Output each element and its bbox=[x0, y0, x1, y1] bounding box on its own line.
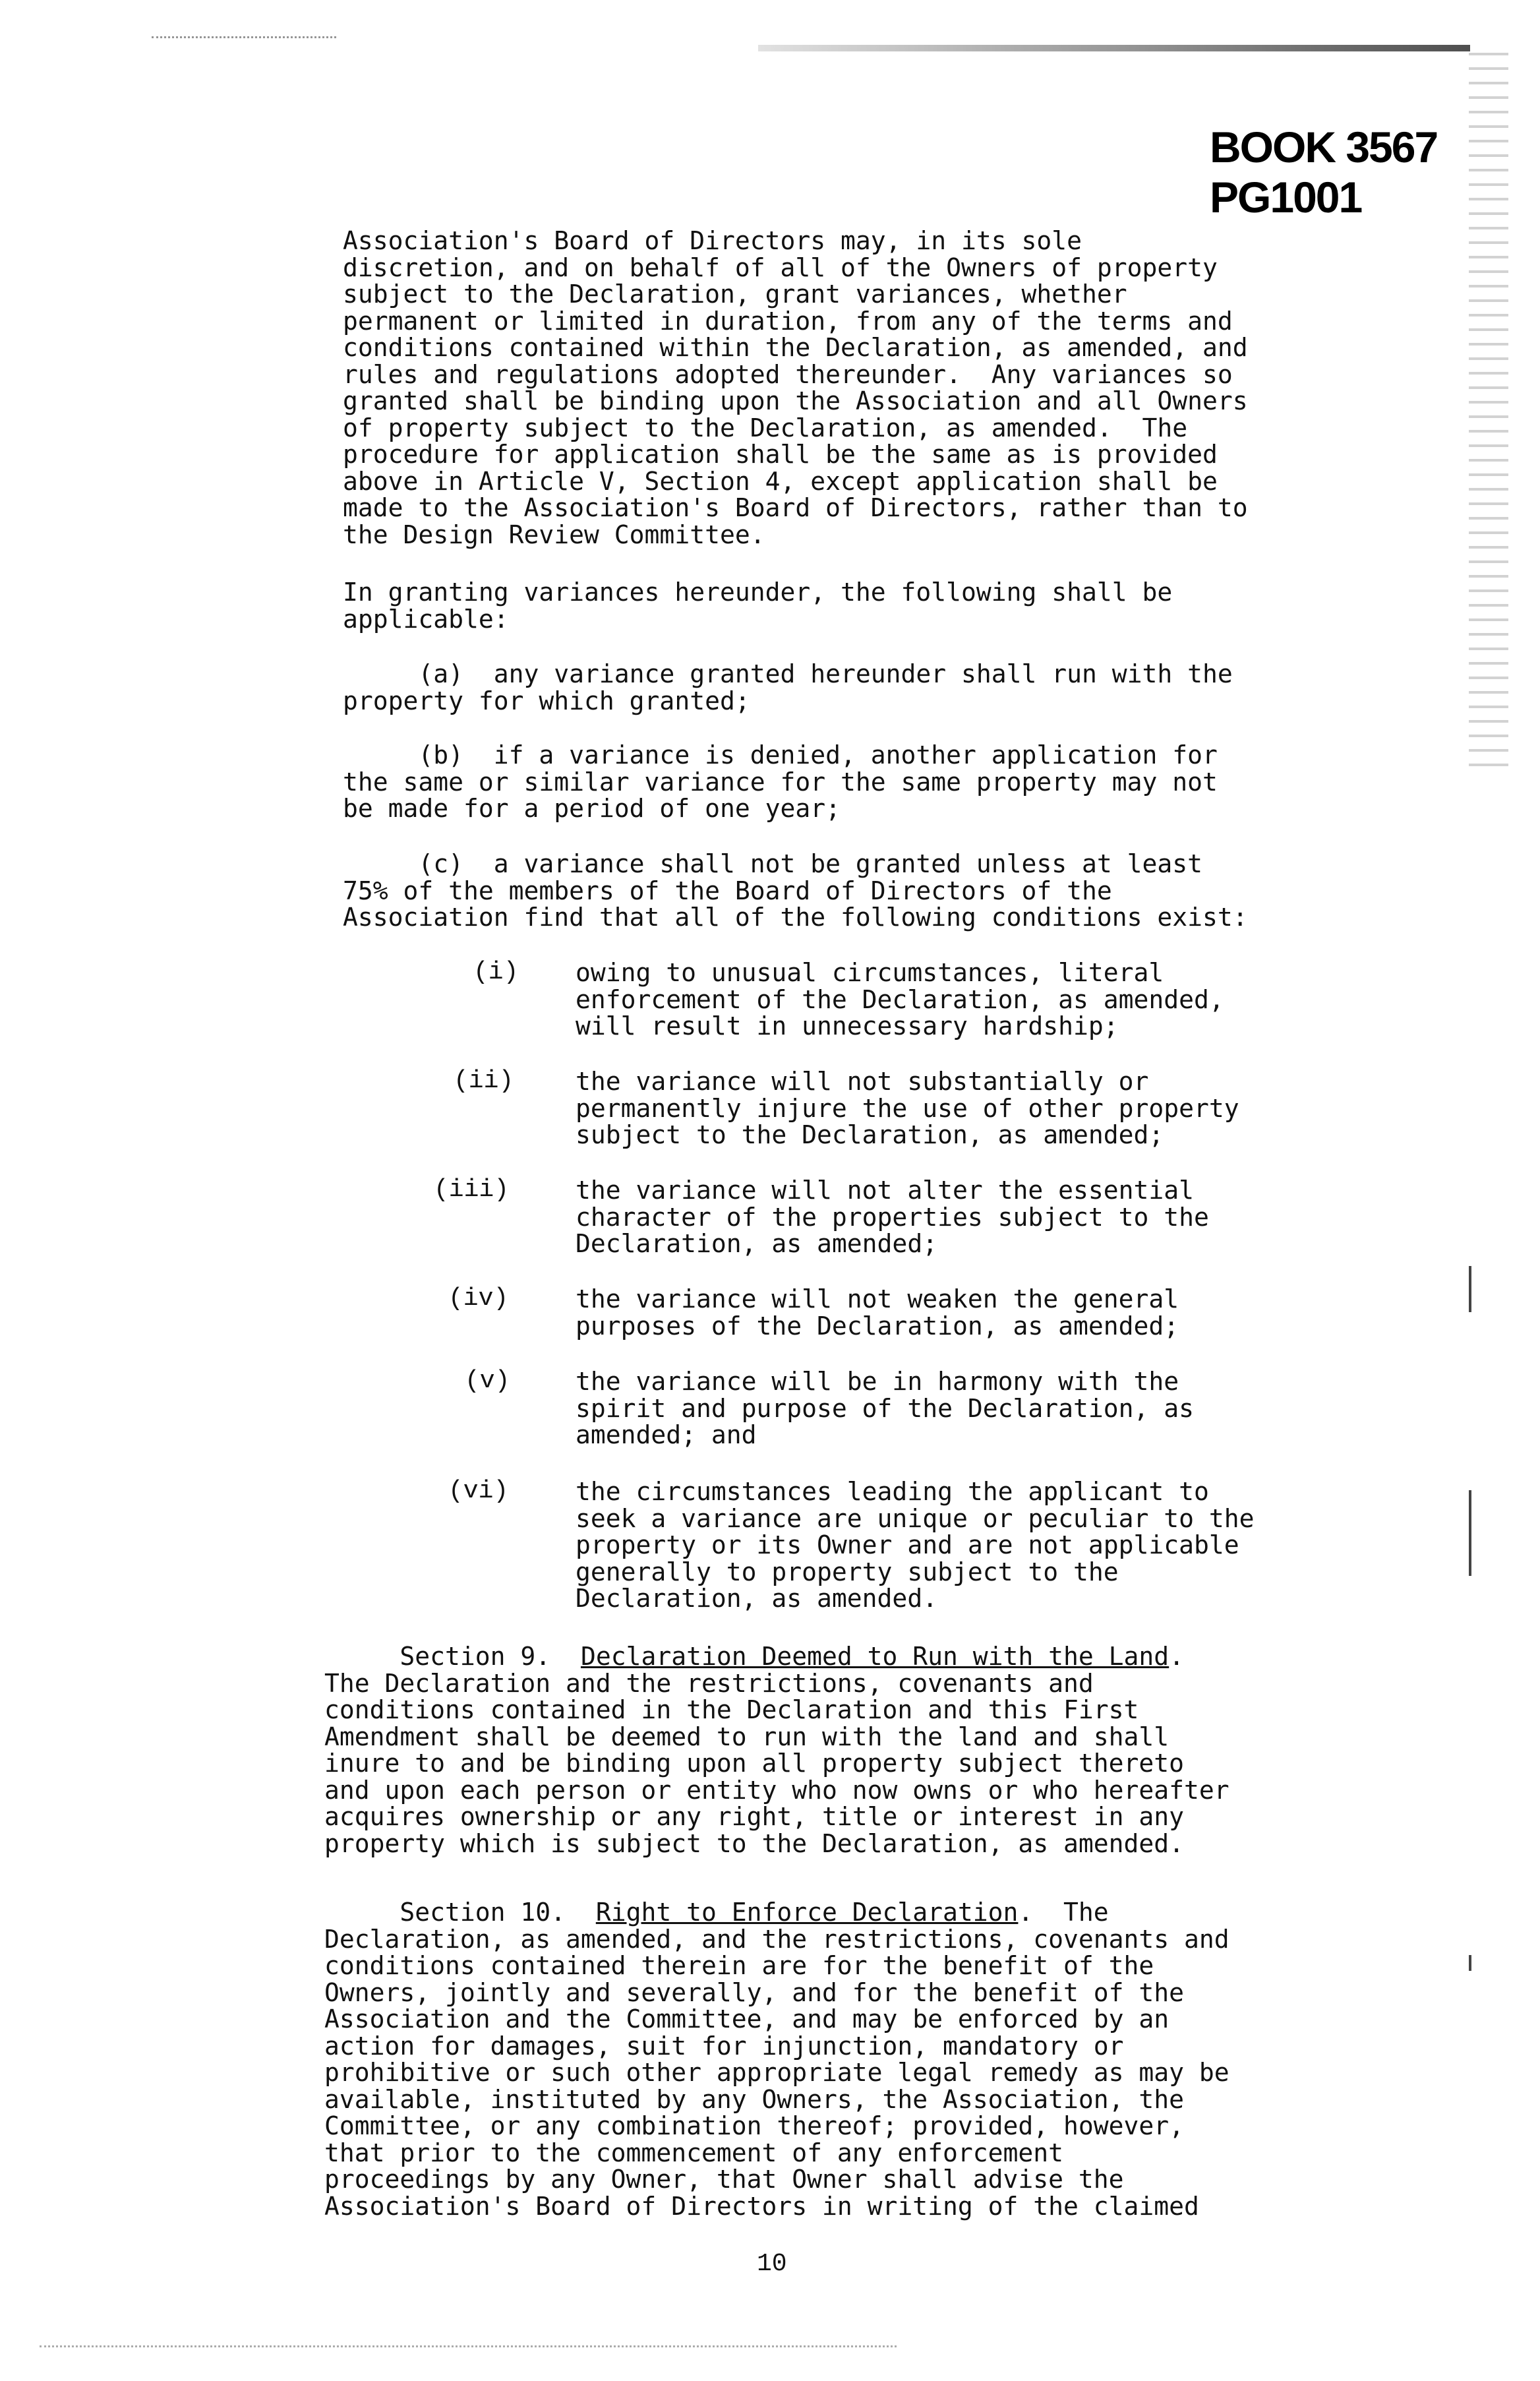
margin-mark bbox=[1469, 1490, 1471, 1576]
section-9-heading-end: . bbox=[1169, 1642, 1185, 1671]
section-10-heading: Right to Enforce Declaration bbox=[595, 1898, 1019, 1927]
scan-artifact-top-left bbox=[152, 36, 336, 40]
item-a: (a) any variance granted hereunder shall run with the property for which granted; bbox=[343, 659, 1233, 715]
paragraph-variances-board: Association's Board of Directors may, in its sole discretion, and on behalf of all of the Owners of property subject to the Declaration, grant variances, whether permanent or limited in duration, from any of the terms and conditions contained within the Declaration, as amended, and rules and regulations adopted thereunder. Any variances so granted shall be binding upon the Association and all Owners of property subject to the Declaration, as amended. The procedure for application shall be the same as is provided above in Article V, Section 4, except application shall be made to the Association's Board of Directors, rather than to the Design Review Committee. bbox=[343, 226, 1248, 549]
condition-text: owing to unusual circumstances, literal enforcement of the Declaration, as amended, will result in unnecessary hardship; bbox=[576, 958, 1224, 1040]
section-10-heading-end: . The bbox=[1018, 1898, 1109, 1927]
section-9 bbox=[324, 1643, 1340, 1857]
margin-mark bbox=[1469, 1955, 1471, 1971]
condition-numeral: (iii) bbox=[434, 1176, 510, 1204]
condition-text: the variance will be in harmony with the spirit and purpose of the Declaration, as amended; and bbox=[576, 1367, 1194, 1449]
scan-artifact-top-edge bbox=[758, 45, 1470, 51]
condition-numeral: (ii) bbox=[454, 1067, 514, 1095]
scan-artifact-bottom-edge bbox=[40, 2345, 897, 2349]
condition-numeral: (vi) bbox=[448, 1477, 509, 1505]
condition-text: the variance will not weaken the general purposes of the Declaration, as amended; bbox=[576, 1284, 1179, 1341]
section-9-body: The Declaration and the restrictions, covenants and conditions contained in the Declaration and this First Amendment shall be deemed to run with the land and shall inure to and be binding upon all property subject thereto and upon each person or entity who now owns or who hereafter acquires ownership or any right, title or interest in any property which is subject to the Declaration, as amended. bbox=[324, 1668, 1229, 1858]
section-9-label: Section 9. bbox=[324, 1642, 581, 1671]
section-9-heading: Declaration Deemed to Run with the Land bbox=[580, 1642, 1170, 1671]
condition-numeral: (v) bbox=[465, 1367, 510, 1395]
section-10 bbox=[324, 1899, 1340, 2219]
condition-text: the circumstances leading the applicant to seek a variance are unique or peculiar to the property or its Owner and are not applicable generally to property subject to the Declaration, as amended. bbox=[576, 1477, 1255, 1613]
section-10-body: Declaration, as amended, and the restrictions, covenants and conditions contained therein are for the benefit of the Owners, jointly and severally, and for the benefit of the Association and the Committee, and may be enforced by an action for damages, suit for injunction, mandatory or prohibitive or such other appropriate legal remedy as may be available, instituted by any Owners, the Association, the Committee, or any combination thereof; provided, however, that prior to the commencement of any enforcement proceedings by any Owner, that Owner shall advise the Association's Board of Directors in writing of the claimed bbox=[324, 1924, 1229, 2221]
section-10-label: Section 10. bbox=[324, 1898, 596, 1927]
item-b: (b) if a variance is denied, another application for the same or similar variance for the same property may not be made for a period of one year; bbox=[343, 740, 1218, 823]
page-number: 10 bbox=[757, 2250, 787, 2278]
condition-text: the variance will not substantially or permanently injure the use of other property subject to the Declaration, as amended; bbox=[576, 1067, 1239, 1149]
paragraph-granting-variances: In granting variances hereunder, the following shall be applicable: bbox=[343, 578, 1173, 634]
condition-text: the variance will not alter the essential character of the properties subject to the Declaration, as amended; bbox=[576, 1176, 1209, 1258]
margin-mark bbox=[1469, 1266, 1471, 1312]
item-c: (c) a variance shall not be granted unless at least 75% of the members of the Board of Directors of the Association find that all of the following conditions exist: bbox=[343, 849, 1248, 932]
book-page-reference: BOOK 3567 PG1001 bbox=[1210, 123, 1438, 222]
condition-numeral: (i) bbox=[473, 958, 519, 986]
condition-numeral: (iv) bbox=[448, 1284, 509, 1313]
